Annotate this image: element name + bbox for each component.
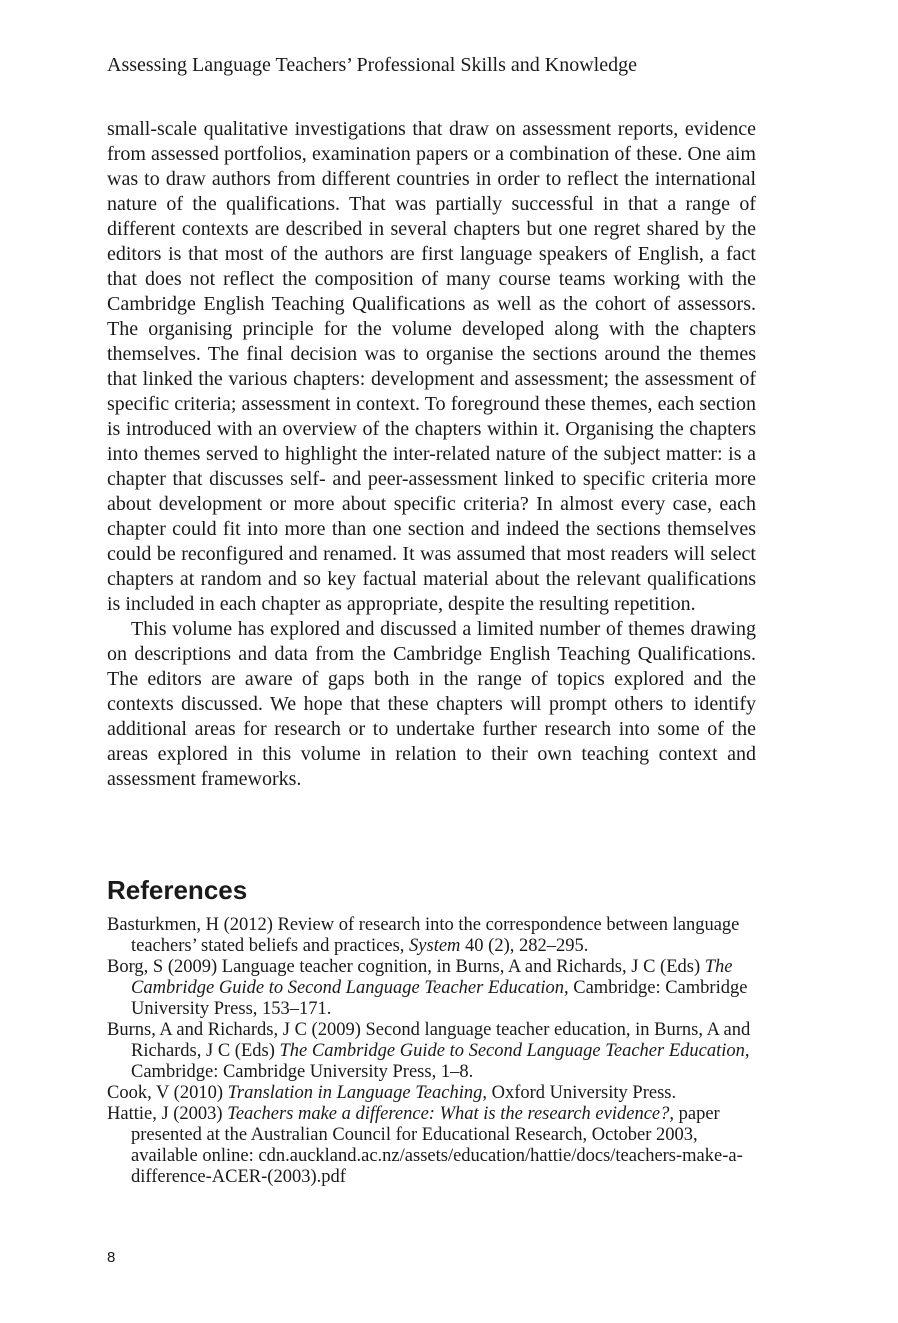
reference-item xyxy=(107,957,767,1020)
reference-title: The Cambridge Guide to Second Language Teacher Education xyxy=(131,957,733,998)
references-list xyxy=(107,915,767,1188)
reference-details: , Oxford University Press. xyxy=(482,1083,677,1103)
reference-details: paper presented at the Australian Council for Educational Research, October 2003, available online: cdn.auckland.ac.nz/assets/education/hattie/docs/teachers-make-a-difference-ACER-(2003).pdf xyxy=(131,1104,743,1187)
reference-item xyxy=(107,1083,767,1104)
reference-details: , Cambridge: Cambridge University Press, 153–171. xyxy=(131,978,748,1019)
reference-title: System xyxy=(409,936,461,956)
running-head: Assessing Language Teachers’ Professional Skills and Knowledge xyxy=(107,54,637,76)
references-heading: References xyxy=(107,875,248,905)
reference-item xyxy=(107,1020,767,1083)
reference-title: The Cambridge Guide to Second Language Teacher Education xyxy=(279,1041,745,1061)
body-text xyxy=(107,117,756,792)
reference-text: Burns, A and Richards, J C (2009) Second language teacher education, in Burns, A and Richards, J C (Eds) xyxy=(107,1020,751,1061)
page-number: 8 xyxy=(107,1249,116,1266)
reference-text: Cook, V (2010) xyxy=(107,1083,228,1103)
reference-details: , Cambridge: Cambridge University Press, 1–8. xyxy=(131,1041,750,1082)
reference-text: Borg, S (2009) Language teacher cognition, in Burns, A and Richards, J C (Eds) xyxy=(107,957,705,977)
body-paragraph-1: small-scale qualitative investigations that draw on assessment reports, evidence from assessed portfolios, examination papers or a combination of these. One aim was to draw authors from different countries in order to reflect the international nature of the qualifications. That was partially successful in that a range of different contexts are described in several chapters but one regret shared by the editors is that most of the authors are first language speakers of English, a fact that does not reflect the composition of many course teams working with the Cambridge English Teaching Qualifications as well as the cohort of assessors. The organising principle for the volume developed along with the chapters themselves. The final decision was to organise the sections around the themes that linked the various chapters: development and assessment; the assessment of specific criteria; assessment in context. To foreground these themes, each section is introduced with an overview of the chapters within it. Organising the chapters into themes served to highlight the inter-related nature of the subject matter: is a chapter that discusses self- and peer-assessment linked to specific criteria more about development or more about specific criteria? In almost every case, each chapter could fit into more than one section and indeed the sections themselves could be reconfigured and renamed. It was assumed that most readers will select chapters at random and so key factual material about the relevant qualifications is included in each chapter as appropriate, despite the resulting repetition. xyxy=(107,118,756,615)
reference-item xyxy=(107,915,767,957)
reference-title: Translation in Language Teaching xyxy=(227,1083,483,1103)
reference-title: Teachers make a difference: What is the research evidence?, xyxy=(227,1104,674,1124)
body-paragraph-2: This volume has explored and discussed a limited number of themes drawing on descriptions and data from the Cambridge English Teaching Qualifications. The editors are aware of gaps both in the range of topics explored and the contexts discussed. We hope that these chapters will prompt others to identify additional areas for research or to undertake further research into some of the areas explored in this volume in relation to their own teaching context and assessment frameworks. xyxy=(107,618,756,790)
reference-item xyxy=(107,1104,767,1188)
reference-details: 40 (2), 282–295. xyxy=(460,936,589,956)
reference-text: Hattie, J (2003) xyxy=(107,1104,228,1124)
reference-text: Basturkmen, H (2012) Review of research into the correspondence between language teachers’ stated beliefs and practices, xyxy=(107,915,740,956)
